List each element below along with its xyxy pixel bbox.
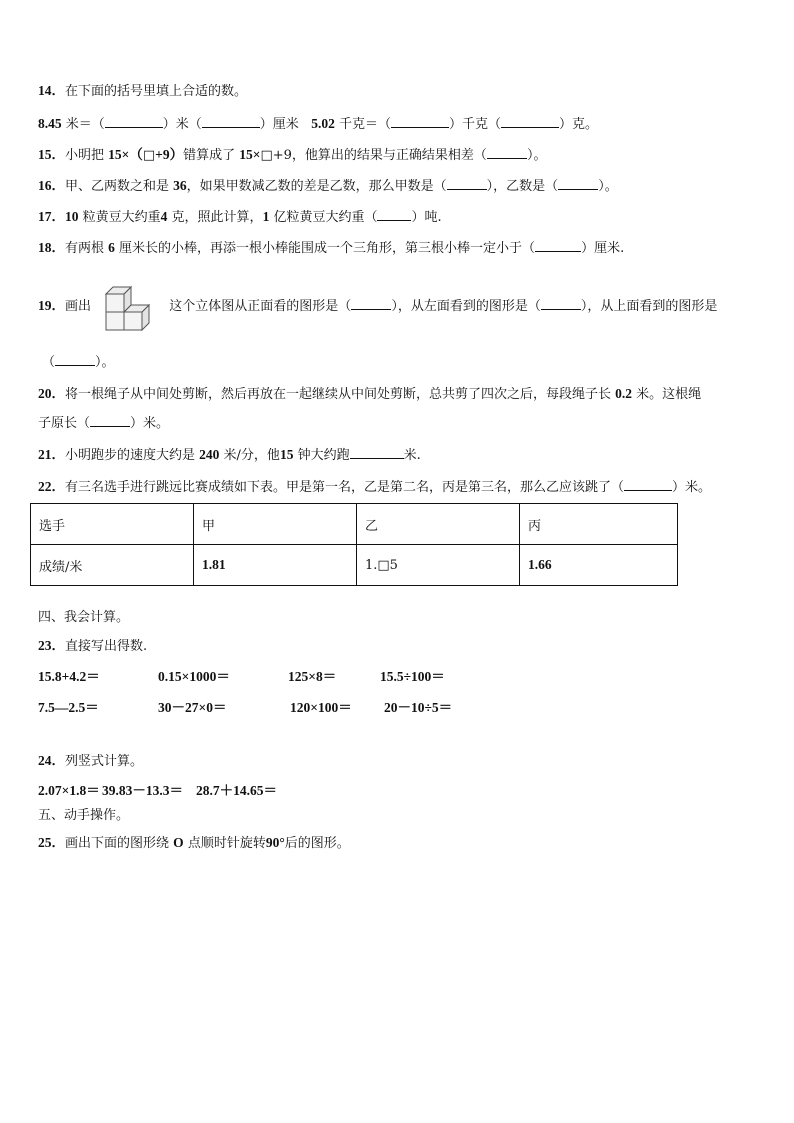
- table-header-cell: 丙: [520, 504, 678, 545]
- answer-blank[interactable]: [391, 115, 449, 128]
- question-20: 20．将一根绳子从中间处剪断，然后再放在一起继续从中间处剪断，总共剪了四次之后，每段绳子长 0.2 米。这根绳: [38, 386, 702, 402]
- question-24: 24．列竖式计算。: [38, 753, 144, 769]
- question-18: 18．有两根 6 厘米长的小棒，再添一根小棒能围成一个三角形，第三根小棒一定小于（ ）厘米.: [38, 240, 625, 256]
- question-20-continued: 子原长（ ）米。: [38, 416, 170, 431]
- calc-item: 2.07×1.8＝: [38, 783, 100, 798]
- calc-item: 30－27×0＝: [158, 700, 227, 715]
- answer-blank[interactable]: [377, 208, 411, 221]
- table-header-cell: 选手: [31, 504, 194, 545]
- calc-item: 15.5÷100＝: [380, 669, 445, 684]
- cube-figure: [104, 283, 156, 335]
- table-row: [31, 504, 678, 545]
- question-23: 23．直接写出得数.: [38, 638, 148, 654]
- calc-item: 20－10÷5＝: [384, 700, 453, 715]
- answer-blank[interactable]: [487, 146, 527, 159]
- question-21: 21．小明跑步的速度大约是 240 米/分，他15 钟大约跑 米.: [38, 447, 421, 463]
- answer-blank[interactable]: [624, 478, 672, 491]
- calc-row-2: [38, 699, 452, 717]
- question-15: 15．小明把 15×（□+9）错算成了 15×□+9，他算出的结果与正确结果相差（ ）。: [38, 147, 547, 163]
- question-22: 22．有三名选手进行跳远比赛成绩如下表。甲是第一名，乙是第二名，丙是第三名，那么乙应该跳了（ ）米。: [38, 479, 712, 495]
- table-header-cell: 乙: [357, 504, 520, 545]
- table-cell: 1.□5: [357, 545, 520, 586]
- square-box-symbol: □: [260, 148, 273, 163]
- answer-blank[interactable]: [202, 115, 260, 128]
- calc-item: 7.5—2.5＝: [38, 700, 99, 715]
- question-25: 25．画出下面的图形绕 O 点顺时针旋转90°后的图形。: [38, 835, 350, 851]
- answer-blank[interactable]: [447, 177, 487, 190]
- question-17: 17．10 粒黄豆大约重4 克，照此计算，1 亿粒黄豆大约重（ ）吨.: [38, 209, 442, 225]
- square-box-symbol: □: [142, 148, 156, 163]
- table-cell: 1.66: [520, 545, 678, 586]
- answer-blank[interactable]: [55, 353, 95, 366]
- long-jump-score-table: [30, 503, 678, 586]
- answer-blank[interactable]: [350, 446, 404, 459]
- question-19: 19．画出 这个立体图从正面看的图形是（ ），从左面看到的图形是（ ），从上面看到的图形是: [38, 298, 718, 314]
- table-cell: 1.81: [194, 545, 357, 586]
- calc-item: 125×8＝: [288, 669, 337, 684]
- question-14-blanks: 8.45 米＝（ ）米（ ）厘米 5.02 千克＝（ ）千克（ ）克。: [38, 116, 599, 132]
- answer-blank[interactable]: [558, 177, 598, 190]
- question-16: 16．甲、乙两数之和是 36，如果甲数减乙数的差是乙数，那么甲数是（ ），乙数是（ ）。: [38, 178, 618, 194]
- answer-blank[interactable]: [90, 414, 130, 427]
- answer-blank[interactable]: [501, 115, 559, 128]
- calc-item: 120×100＝: [290, 700, 352, 715]
- calc-item: 28.7＋14.65＝: [196, 783, 277, 798]
- table-cell: 成绩/米: [31, 545, 194, 586]
- calc-item: 0.15×1000＝: [158, 669, 230, 684]
- question-14: 14．在下面的括号里填上合适的数。: [38, 83, 248, 99]
- answer-blank[interactable]: [105, 115, 163, 128]
- section-5-heading: 五、动手操作。: [38, 808, 130, 823]
- calc-item: 39.83－13.3＝: [102, 783, 183, 798]
- table-header-cell: 甲: [194, 504, 357, 545]
- calc-row-1: [38, 668, 445, 686]
- calc-item: 15.8+4.2＝: [38, 669, 100, 684]
- table-row: [31, 545, 678, 586]
- section-4-heading: 四、我会计算。: [38, 610, 130, 625]
- answer-blank[interactable]: [535, 239, 581, 252]
- answer-blank[interactable]: [541, 297, 581, 310]
- question-19-continued: （ ）。: [42, 355, 115, 370]
- calc-row-3: [38, 782, 277, 800]
- answer-blank[interactable]: [351, 297, 391, 310]
